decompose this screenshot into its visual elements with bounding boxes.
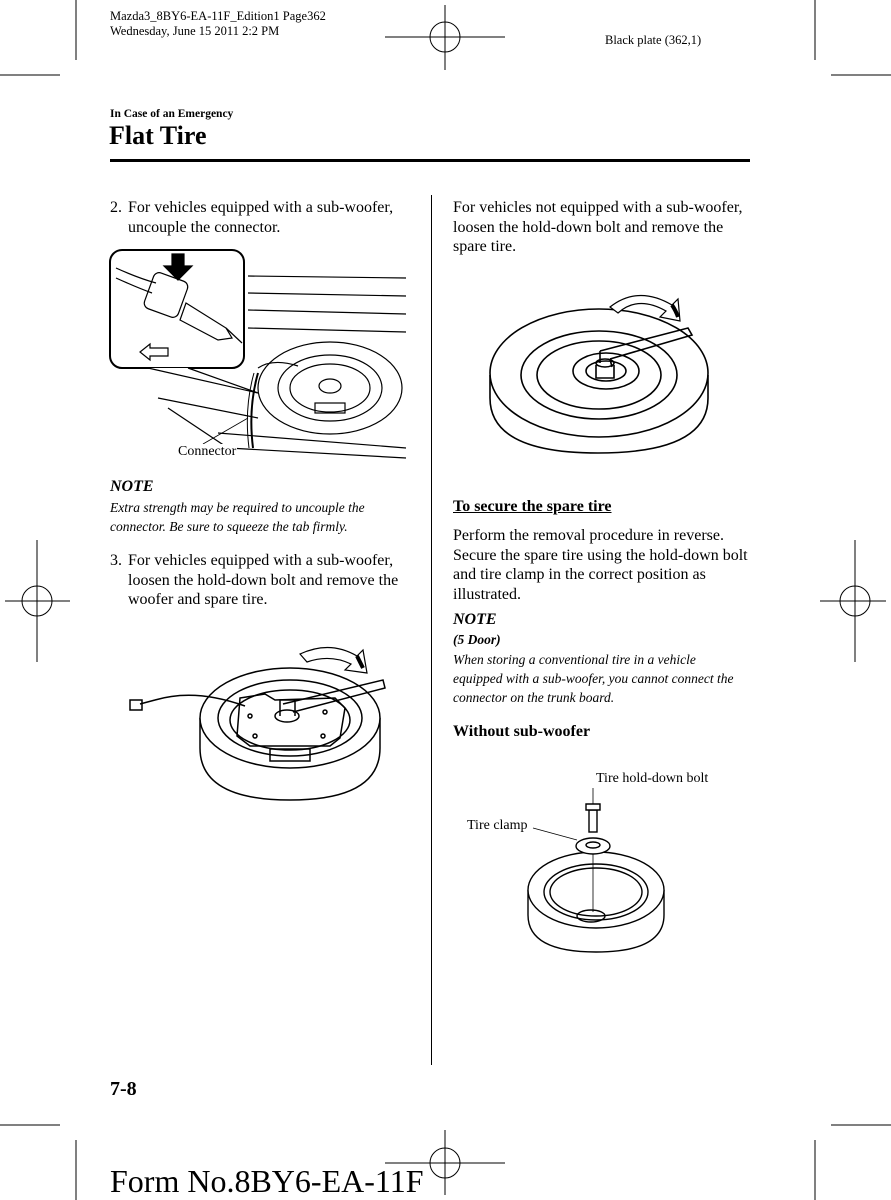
tire-clamp-label: Tire clamp bbox=[467, 818, 528, 833]
figure-spare-tire bbox=[488, 283, 728, 463]
note-2-subheading: (5 Door) bbox=[453, 632, 501, 647]
note-2-text: When storing a conventional tire in a vehicle equipped with a sub-woofer, you cannot connect the connector on the trunk board. bbox=[453, 652, 734, 705]
secure-text: Perform the removal procedure in reverse. Secure the spare tire using the hold-down bolt and tire clamp in the correct position as illustrated. bbox=[453, 527, 748, 603]
section-label: In Case of an Emergency bbox=[110, 108, 234, 120]
tire-hold-down-bolt-label: Tire hold-down bolt bbox=[596, 771, 709, 786]
page-number: 7-8 bbox=[110, 1078, 137, 1100]
step-3 bbox=[110, 551, 410, 610]
note-1-heading: NOTE bbox=[110, 478, 154, 495]
print-header-plate: Black plate (362,1) bbox=[605, 33, 702, 47]
step-3-number: 3. bbox=[110, 552, 122, 569]
step-2 bbox=[110, 198, 410, 237]
step-3-text: For vehicles equipped with a sub-woofer, loosen the hold-down bolt and remove the woofer and spare tire. bbox=[128, 552, 399, 608]
right-intro: For vehicles not equipped with a sub-woofer, loosen the hold-down bolt and remove the spare tire. bbox=[453, 199, 743, 255]
print-header-date: Wednesday, June 15 2011 2:2 PM bbox=[110, 24, 280, 38]
page-title: Flat Tire bbox=[109, 121, 207, 150]
secure-heading: To secure the spare tire bbox=[453, 498, 612, 515]
step-2-number: 2. bbox=[110, 199, 122, 216]
step-2-text: For vehicles equipped with a sub-woofer, uncouple the connector. bbox=[128, 199, 394, 236]
without-subwoofer-heading: Without sub-woofer bbox=[453, 723, 591, 740]
figure-woofer-tire bbox=[125, 628, 395, 818]
figure-exploded-clamp bbox=[525, 800, 685, 970]
note-2-heading: NOTE bbox=[453, 611, 497, 628]
print-header-file: Mazda3_8BY6-EA-11F_Edition1 Page362 bbox=[110, 9, 326, 23]
note-1-text: Extra strength may be required to uncouple the connector. Be sure to squeeze the tab firmly. bbox=[110, 500, 365, 534]
form-number: Form No.8BY6-EA-11F bbox=[110, 1163, 424, 1199]
column-divider bbox=[431, 195, 432, 1065]
title-rule bbox=[110, 159, 750, 162]
figure-connector bbox=[108, 248, 408, 468]
connector-label: Connector bbox=[178, 444, 237, 459]
